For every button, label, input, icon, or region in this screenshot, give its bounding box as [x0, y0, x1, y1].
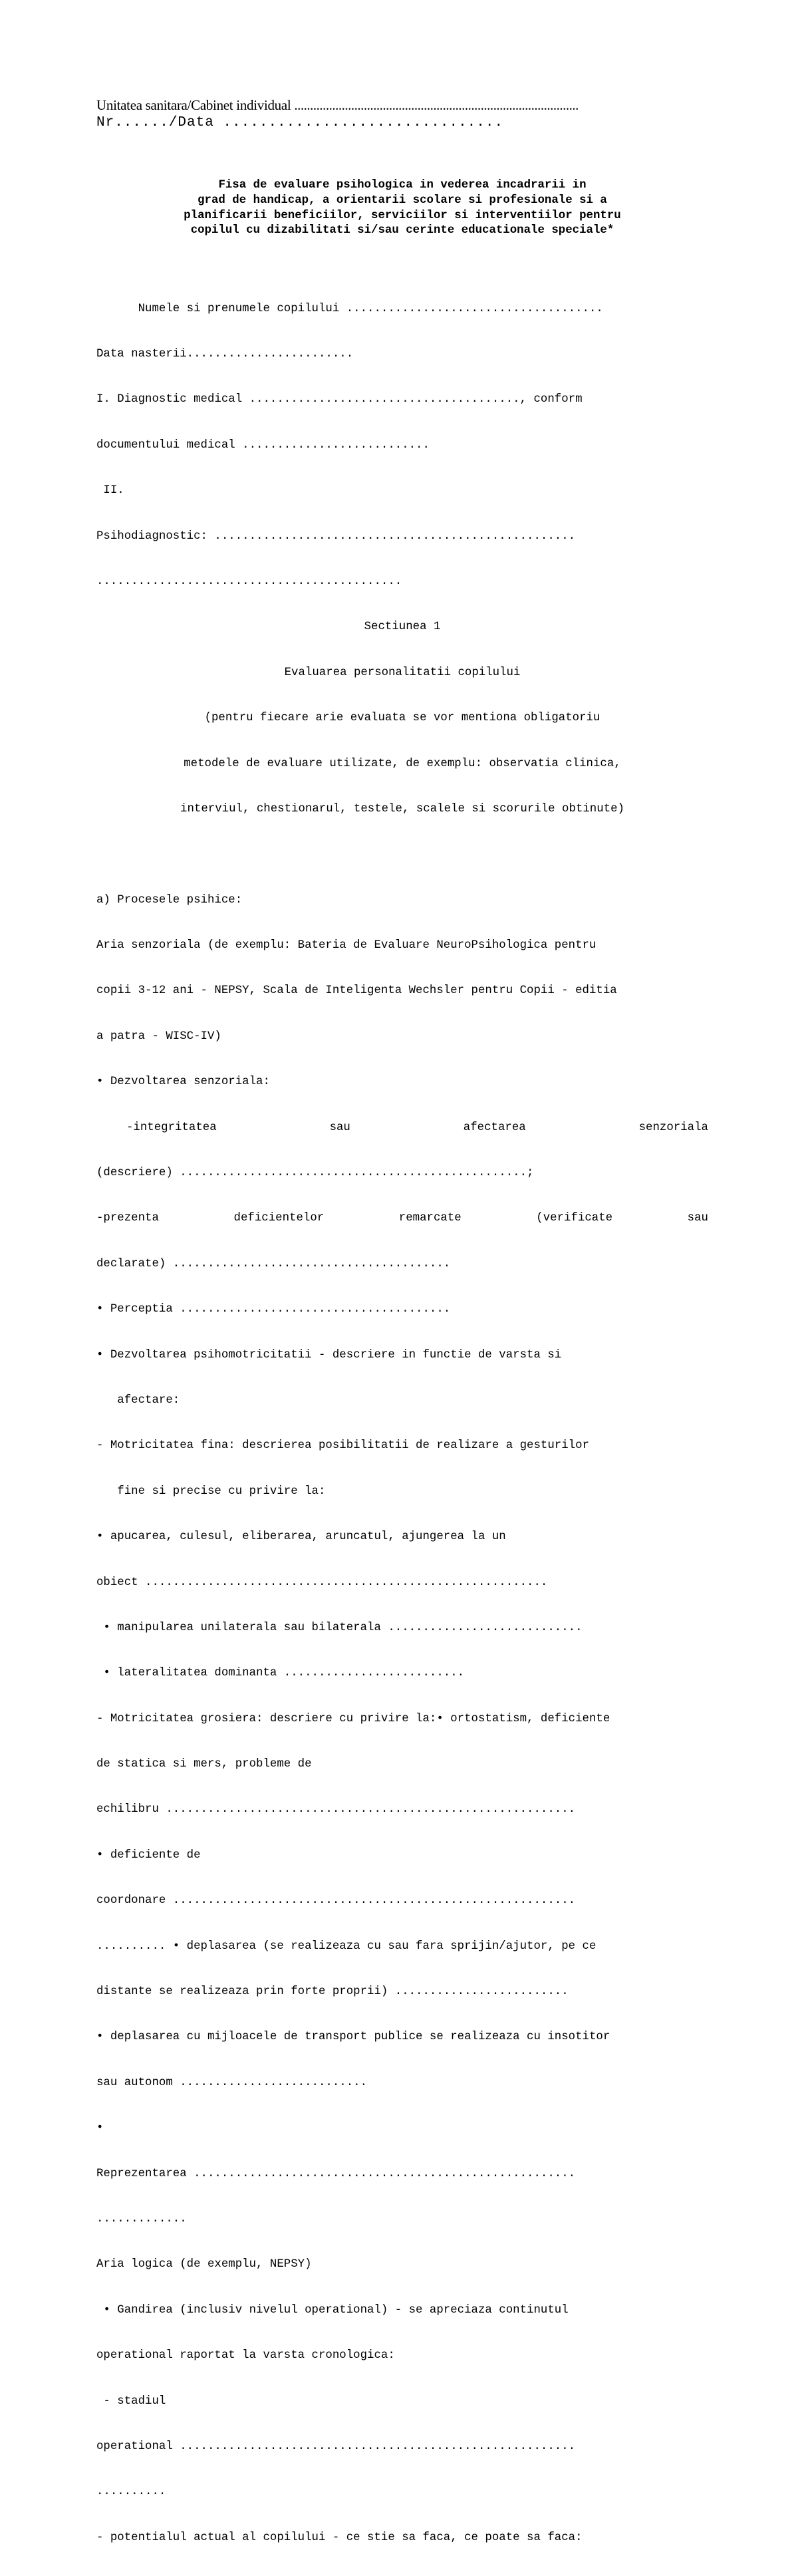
title-line: planificarii beneficiilor, serviciilor si interventiilor pentru	[184, 209, 621, 222]
word: sau	[687, 1212, 708, 1225]
medical-document-line: documentului medical ...........................	[96, 438, 430, 452]
bullet-line: • Perceptia .......................................	[96, 1303, 451, 1316]
text-line: .............	[96, 2213, 187, 2225]
text-line: - stadiul	[96, 2394, 166, 2408]
bullet-line: • deficiente de	[96, 1848, 201, 1862]
justified-line	[96, 1121, 708, 1136]
birth-date-line: Data nasterii........................	[96, 347, 354, 360]
word: afectarea	[463, 1121, 526, 1134]
text-line: obiect ..........................................................	[96, 1576, 548, 1589]
word: remarcate	[398, 1212, 462, 1225]
text-line: (descriere) ..................................................;	[96, 1167, 534, 1180]
bullet-line: •	[96, 2122, 104, 2135]
form-title	[96, 178, 708, 239]
justified-line	[96, 1211, 708, 1226]
text-line: sau autonom ...........................	[96, 2076, 368, 2089]
text-line: - potentialul actual al copilului - ce stie sa faca, ce poate sa faca:	[96, 2531, 583, 2544]
bullet-line: • Dezvoltarea psihomotricitatii - descriere in functie de varsta si	[96, 1348, 562, 1361]
text-line: a patra - WISC-IV)	[96, 1030, 221, 1043]
section-note-line: (pentru fiecare arie evaluata se vor mentiona obligatoriu	[204, 712, 600, 725]
child-name-line: Numele si prenumele copilului .....................................	[96, 302, 603, 315]
psychic-processes-heading: a) Procesele psihice:	[96, 893, 243, 907]
text-line: copii 3-12 ani - NEPSY, Scala de Inteligenta Wechsler pentru Copii - editia	[96, 984, 617, 998]
medical-diagnosis-line: I. Diagnostic medical ......................................., conform	[96, 393, 583, 406]
bullet-line: • manipularea unilaterala sau bilaterala ............................	[96, 1621, 583, 1634]
word: (verificate	[536, 1212, 613, 1225]
bullet-line: • Gandirea (inclusiv nivelul operational) - se apreciaza continutul	[96, 2303, 569, 2317]
word: -prezenta	[96, 1212, 159, 1225]
bullet-line: • Dezvoltarea senzoriala:	[96, 1075, 270, 1089]
text-line: operational .........................................................	[96, 2440, 576, 2453]
psychodiagnostic-line: Psihodiagnostic: ....................................................	[96, 529, 576, 543]
word: senzoriala	[638, 1121, 708, 1134]
text-line: .......... • deplasarea (se realizeaza cu sau fara sprijin/ajutor, pe ce	[96, 1939, 597, 1953]
text-line: distante se realizeaza prin forte proprii) .........................	[96, 1985, 569, 1999]
title-line: copilul cu dizabilitati si/sau cerinte educationale speciale*	[190, 224, 614, 237]
section-heading: Sectiunea 1	[364, 621, 441, 634]
text-line: operational raportat la varsta cronologica:	[96, 2349, 395, 2362]
word: -integritatea	[126, 1121, 217, 1134]
bullet-line: • apucarea, culesul, eliberarea, aruncatul, ajungerea la un	[96, 1530, 506, 1544]
text-line: declarate) ........................................	[96, 1257, 451, 1270]
section-subtitle: Evaluarea personalitatii copilului	[284, 666, 521, 679]
text-line: - Motricitatea grosiera: descriere cu privire la:• ortostatism, deficiente	[96, 1712, 610, 1725]
text-line: echilibru ...........................................................	[96, 1803, 576, 1816]
text-line: Reprezentarea .......................................................	[96, 2167, 576, 2180]
unit-label: Unitatea sanitara/Cabinet individual	[96, 97, 291, 113]
text-line: coordonare ..........................................................	[96, 1894, 576, 1908]
section-note-line: interviul, chestionarul, testele, scalele si scorurile obtinute)	[180, 802, 624, 815]
word: sau	[329, 1121, 350, 1134]
title-line: Fisa de evaluare psihologica in vederea incadrarii in	[218, 179, 587, 192]
text-line: Aria logica (de exemplu, NEPSY)	[96, 2258, 312, 2271]
unit-header	[96, 97, 695, 114]
psychodiagnostic-cont-line: ............................................	[96, 575, 402, 588]
text-line: de statica si mers, probleme de	[96, 1758, 312, 1771]
text-line: afectare:	[96, 1393, 180, 1407]
text-line: fine si precise cu privire la:	[96, 1485, 326, 1498]
form-body	[96, 271, 708, 2576]
blank-line	[96, 847, 708, 863]
text-line: - Motricitatea fina: descrierea posibilitatii de realizare a gesturilor	[96, 1439, 589, 1453]
word: deficientelor	[233, 1212, 325, 1225]
section-note-line: metodele de evaluare utilizate, de exemplu: observatia clinica,	[184, 757, 621, 770]
nr-date-line: Nr....../Data ...............................	[96, 115, 504, 130]
bullet-line: • deplasarea cu mijloacele de transport publice se realizeaza cu insotitor	[96, 2031, 610, 2044]
title-line: grad de handicap, a orientarii scolare si profesionale si a	[198, 194, 607, 207]
text-line: ..........	[96, 2486, 166, 2499]
unit-dots: ..........................................................................................	[294, 97, 579, 113]
bullet-line: • lateralitatea dominanta ..........................	[96, 1667, 465, 1680]
section-ii-label: II.	[96, 484, 124, 498]
text-line: Aria senzoriala (de exemplu: Bateria de Evaluare NeuroPsihologica pentru	[96, 939, 597, 952]
